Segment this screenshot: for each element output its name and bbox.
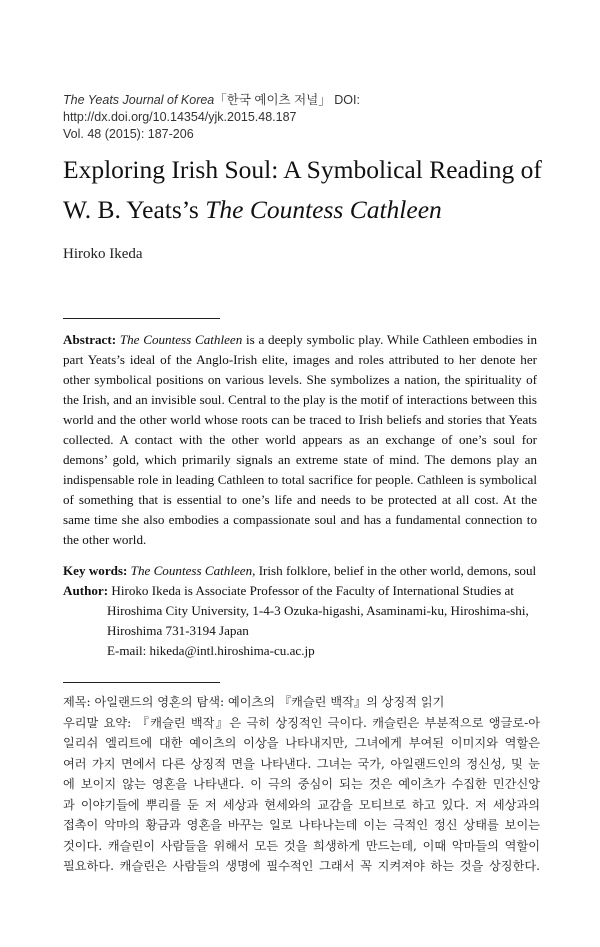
author-info-line-3: Hiroshima 731-3194 Japan: [107, 623, 249, 638]
author-email[interactable]: E-mail: hikeda@intl.hiroshima-cu.ac.jp: [107, 643, 315, 658]
korean-title: 제목: 아일랜드의 영혼의 탐색: 예이츠의 『캐슬린 백작』의 상징적 읽기: [63, 695, 445, 709]
journal-header: [63, 92, 563, 143]
author-info-line-1: [63, 581, 543, 601]
korean-divider: [63, 682, 220, 683]
journal-name: The Yeats Journal of Korea: [63, 93, 215, 107]
korean-line: 일리쉬 엘리트에 대한 예이츠의 이상을 나타내지만, 그녀에게 부여된 이미지와 역할은: [63, 736, 540, 750]
title-main: Exploring Irish Soul: A Symbolical Reading of W. B. Yeats’s: [63, 155, 542, 224]
title-italic: The Countess Cathleen: [205, 195, 442, 224]
keywords-italic: The Countess Cathleen: [130, 563, 253, 578]
korean-line: 접촉이 악마의 황금과 영혼을 바꾸는 일로 나타나는데 이는 극적인 정신 상태를 보이는: [63, 818, 540, 832]
korean-line: 에 보이지 않는 영혼을 나타낸다. 이 극의 중심이 되는 것은 예이츠가 수집한 민간신앙: [63, 777, 540, 791]
abstract-lead-italic: The Countess Cathleen: [119, 332, 243, 347]
volume-info: Vol. 48 (2015): 187-206: [63, 127, 194, 141]
author-label: Author:: [63, 583, 109, 598]
korean-line: 우리말 요약: 『캐슬린 백작』은 극히 상징적인 극이다. 캐슬린은 부분적으로 앵글로-아: [63, 715, 540, 730]
korean-line: 필요하다. 캐슬린은 사람들의 생명에 필수적인 그래서 꼭 지켜져야 하는 것을 상징한다.: [63, 859, 540, 873]
keywords: [63, 561, 553, 581]
author-name: Hiroko Ikeda: [63, 246, 143, 262]
journal-korean-name: 「한국 예이츠 저널」: [214, 93, 331, 107]
abstract: [63, 330, 537, 550]
author-info-line-2: Hiroshima City University, 1-4-3 Ozuka-higashi, Asaminami-ku, Hiroshima-shi,: [107, 603, 529, 618]
journal-citation: [63, 92, 563, 126]
abstract-label: Abstract:: [63, 332, 117, 347]
korean-summary: [63, 692, 540, 877]
paper-title: [63, 150, 563, 230]
abstract-divider: [63, 318, 220, 319]
doi-text: DOI: http://dx.doi.org/10.14354/yjk.2015.48.187: [63, 93, 360, 124]
keywords-rest: , Irish folklore, belief in the other world, demons, soul: [252, 563, 537, 578]
keywords-label: Key words:: [63, 563, 128, 578]
abstract-text: is a deeply symbolic play. While Cathleen embodies in part Yeats’s ideal of the Anglo-Irish elite, images and roles attributed to her denote her other symbolical positions on various levels. She symbolizes a nation, the spirituality of the Irish, and an invisible soul. Central to the play is the motif of interactions between this world and the other world whose roots can be traced to Irish beliefs and stories that Yeats collected. A contact with the other world appears as an exchange of one’s soul for demons’ gold, which primarily signals an extreme state of mind. The demons play an indispensable role in leading Cathleen to total sacrifice for people. Cathleen is symbolical of something that is essential to one’s life and needs to be protected at all cost. At the same time she also embodies a compassionate soul and has a fundamental connection to the other world.: [63, 332, 538, 547]
korean-line: 과 이야기들에 뿌리를 둔 저 세상과 현세와의 교감을 모티브로 하고 있다. 저 세상과의: [63, 797, 540, 812]
korean-line: 여러 가지 면에서 다른 상징적 면을 나타낸다. 그녀는 국가, 아일랜드인의 정신성, 및 눈: [63, 756, 540, 771]
author-info: [63, 581, 543, 661]
author-info-text-1: Hiroko Ikeda is Associate Professor of the Faculty of International Studies at: [108, 583, 514, 598]
korean-line: 것이다. 캐슬린이 사람들을 위해서 모든 것을 희생하게 만드는데, 이때 악마들의 역할이: [63, 838, 540, 853]
